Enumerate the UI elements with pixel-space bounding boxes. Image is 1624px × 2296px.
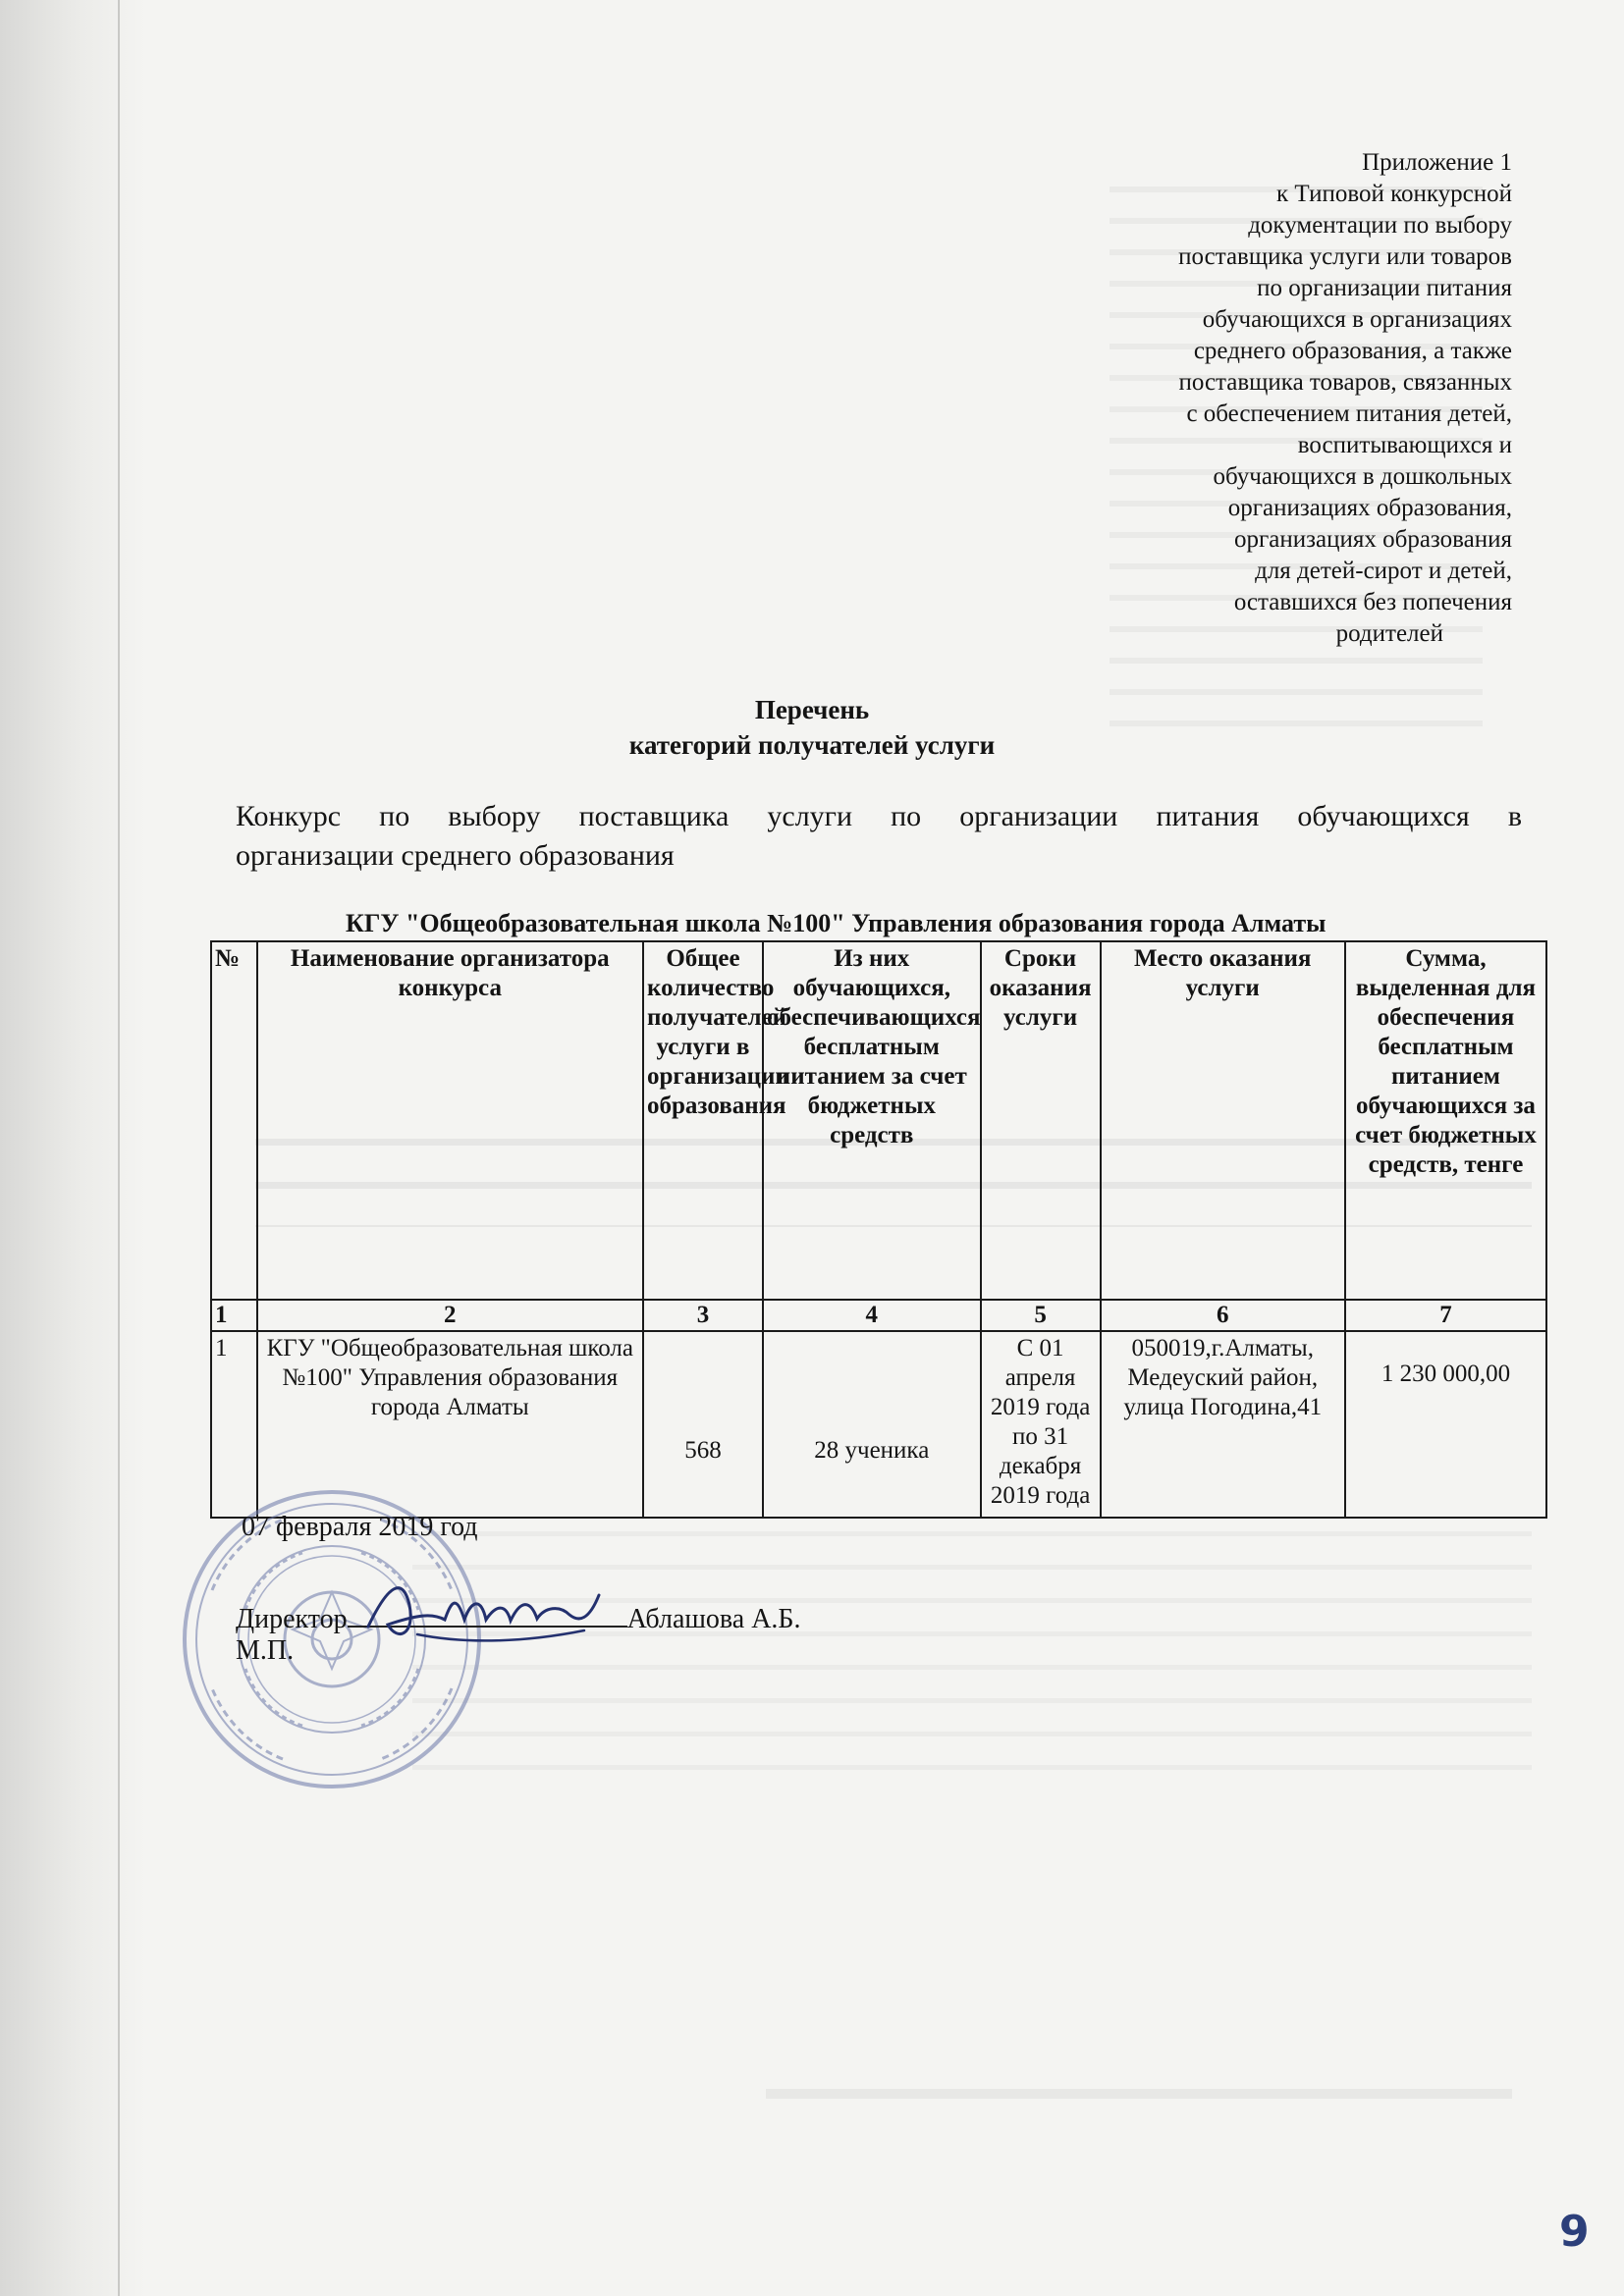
handwritten-signature	[358, 1566, 604, 1654]
appendix-line: по организации питания	[1257, 275, 1512, 301]
column-number: 2	[257, 1300, 643, 1331]
header-free: Из них обучающихся, обеспечивающихся бесплатным питанием за счет бюджетных средств	[763, 941, 981, 1300]
cell-total: 568	[643, 1331, 763, 1518]
header-total: Общее количество получателей услуги в организации образования	[643, 941, 763, 1300]
document-subtitle: категорий получателей услуги	[628, 730, 996, 760]
appendix-header	[1080, 147, 1512, 650]
column-number: 4	[763, 1300, 981, 1331]
appendix-line: организациях образования	[1234, 526, 1512, 553]
cell-free: 28 ученика	[763, 1331, 981, 1518]
cell-place: 050019,г.Алматы, Медеуский район, улица Погодина,41	[1101, 1331, 1345, 1518]
appendix-line: воспитывающихся и	[1297, 432, 1512, 458]
header-place: Место оказания услуги	[1101, 941, 1345, 1300]
appendix-line: для детей-сирот и детей,	[1255, 558, 1512, 584]
header-terms: Сроки оказания услуги	[981, 941, 1101, 1300]
column-number: 7	[1345, 1300, 1546, 1331]
appendix-line: к Типовой конкурсной	[1276, 181, 1512, 207]
column-number: 3	[643, 1300, 763, 1331]
header-num: №	[211, 941, 257, 1300]
document-date: 07 февраля 2019 год	[242, 1512, 478, 1542]
column-number: 5	[981, 1300, 1101, 1331]
appendix-line: среднего образования, а также	[1193, 338, 1512, 364]
signature-name: Аблашова А.Б.	[626, 1604, 801, 1634]
appendix-line: обучающихся в дошкольных	[1213, 463, 1512, 490]
table-column-numbers-row	[211, 1300, 1546, 1331]
column-number: 6	[1101, 1300, 1345, 1331]
page-number: 9	[1559, 2207, 1590, 2257]
bleed-through-block	[766, 2089, 1512, 2099]
appendix-line: оставшихся без попечения	[1233, 589, 1512, 615]
cell-organizer: КГУ "Общеобразовательная школа №100" Управления образования города Алматы	[257, 1331, 643, 1518]
header-amount: Сумма, выделенная для обеспечения бесплатным питанием обучающихся за счет бюджетных средств, тенге	[1345, 941, 1546, 1300]
appendix-line: поставщика услуги или товаров	[1178, 243, 1512, 270]
contest-description-line: организации среднего образования	[236, 839, 675, 872]
document-title: Перечень	[754, 695, 870, 724]
contest-description-line: Конкурс по выбору поставщика услуги по организации питания обучающихся в	[236, 800, 1522, 832]
contest-description	[236, 797, 1522, 876]
seal-placeholder: М.П.	[236, 1635, 295, 1666]
recipients-table	[210, 940, 1547, 1519]
column-number: 1	[211, 1300, 257, 1331]
organization-caption: КГУ "Общеобразовательная школа №100" Управления образования города Алматы	[346, 909, 1326, 937]
cell-num: 1	[211, 1331, 257, 1518]
appendix-line: родителей	[1335, 620, 1443, 647]
appendix-line: документации по выбору	[1248, 212, 1512, 239]
signature-role: Директор	[236, 1604, 348, 1634]
appendix-line: поставщика товаров, связанных	[1178, 369, 1512, 396]
header-organizer: Наименование организатора конкурса	[257, 941, 643, 1300]
scan-edge-line	[118, 0, 120, 2296]
scan-edge-shadow	[0, 0, 147, 2296]
cell-terms: С 01 апреля 2019 года по 31 декабря 2019 года	[981, 1331, 1101, 1518]
appendix-line: с обеспечением питания детей,	[1186, 400, 1512, 427]
appendix-line: организациях образования,	[1227, 495, 1512, 521]
cell-amount: 1 230 000,00	[1345, 1331, 1546, 1518]
appendix-line: Приложение 1	[1362, 149, 1512, 176]
table-header-row	[211, 941, 1546, 1300]
appendix-line: обучающихся в организациях	[1202, 306, 1512, 333]
